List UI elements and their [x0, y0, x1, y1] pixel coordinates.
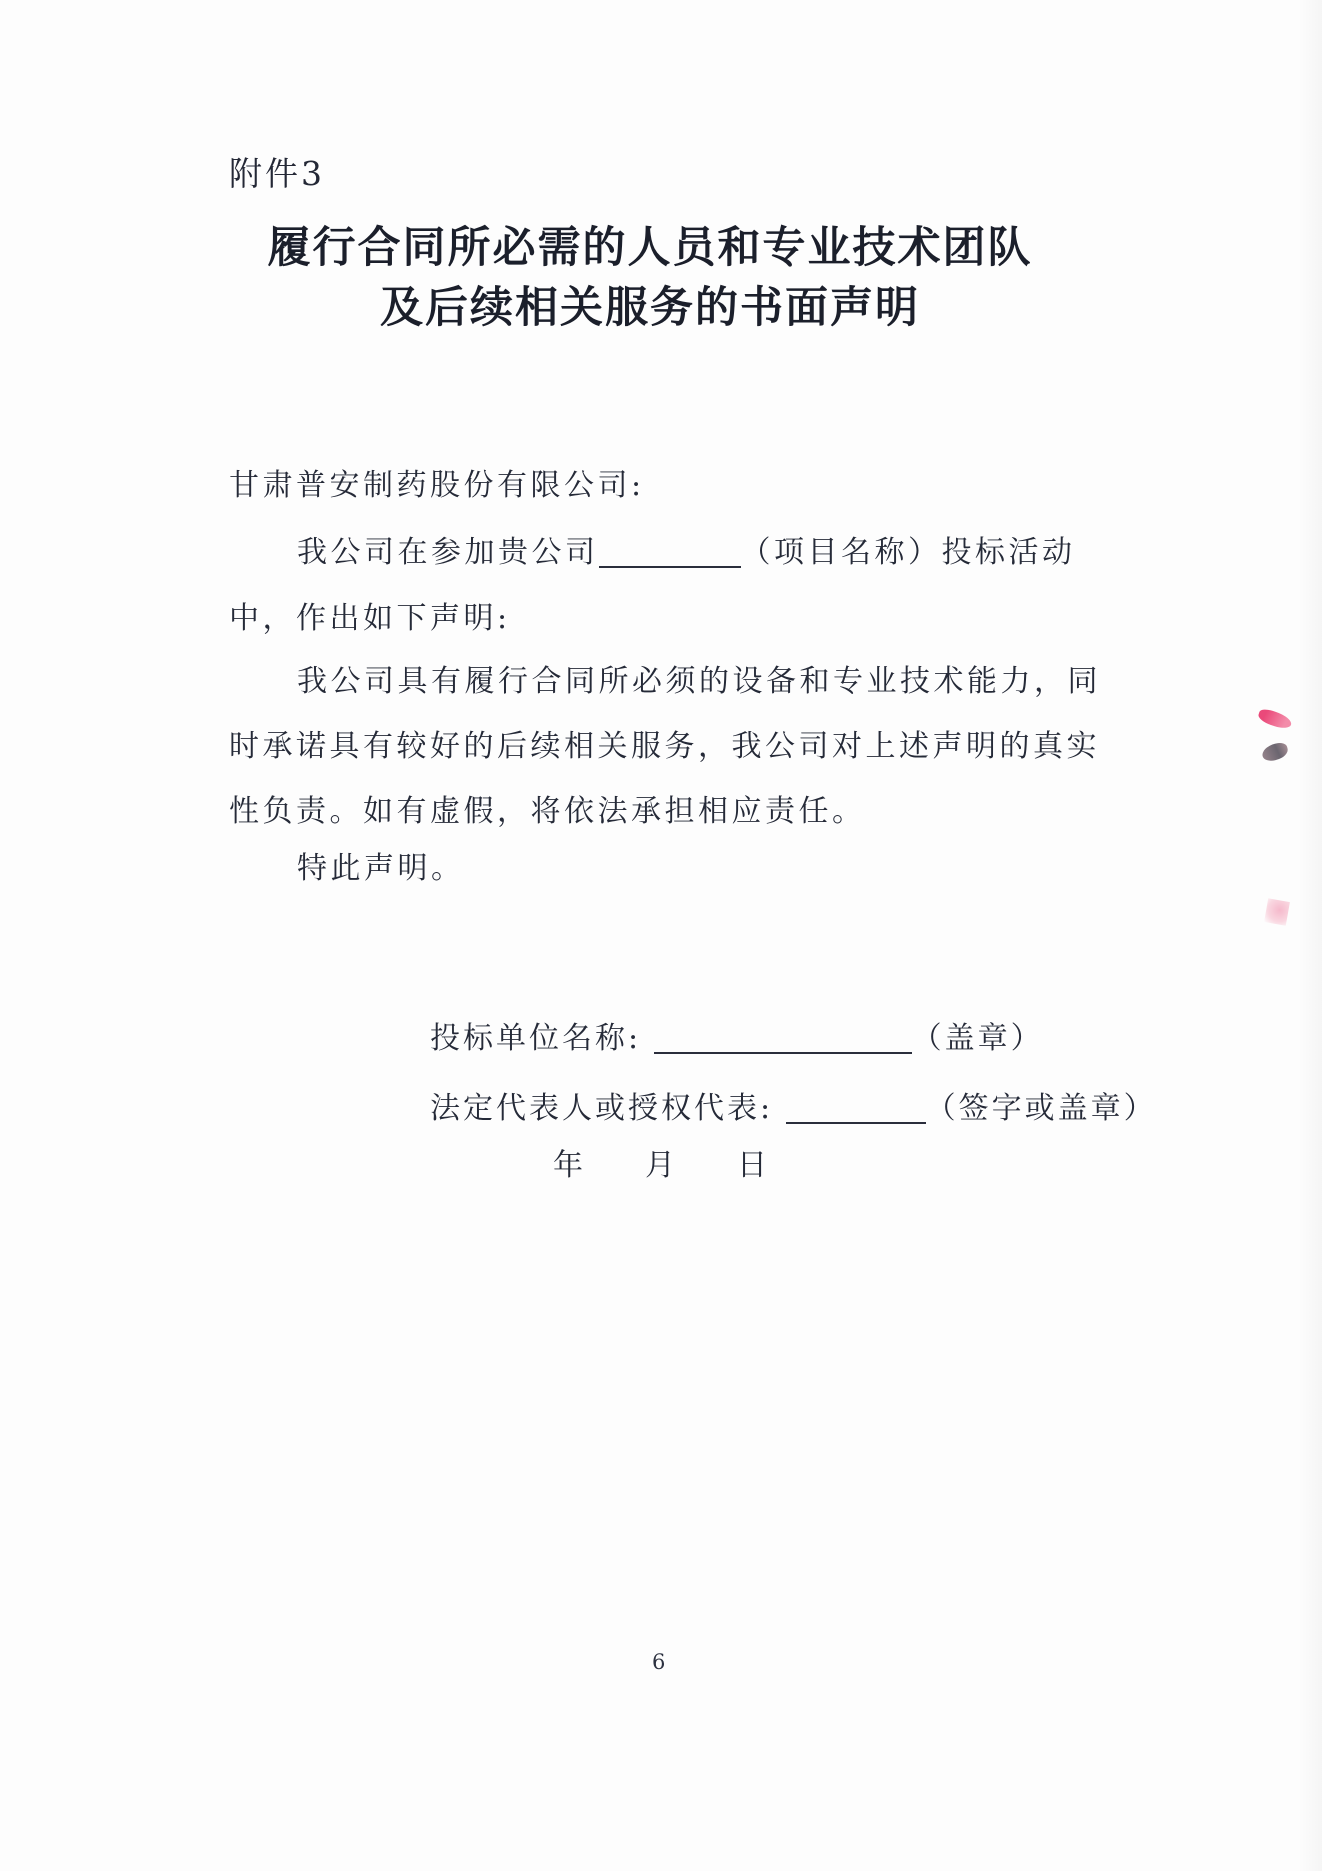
paragraph2-line3: 性负责。如有虚假，将依法承担相应责任。 — [229, 794, 866, 829]
closing-statement: 特此声明。 — [297, 851, 465, 886]
representative-blank — [786, 1088, 926, 1124]
date-line — [553, 1140, 767, 1184]
paragraph1-line1 — [297, 527, 1076, 571]
paragraph2-line1: 我公司具有履行合同所必须的设备和专业技术能力，同 — [297, 664, 1101, 699]
paragraph1-text-after-blank: （项目名称）投标活动 — [740, 535, 1076, 570]
representative-label: 法定代表人或授权代表: — [430, 1091, 774, 1126]
attachment-label: 附件3 — [229, 154, 325, 193]
project-name-blank — [599, 532, 741, 568]
red-ink-smudge-top — [1257, 707, 1294, 731]
paragraph1-text-before-blank: 我公司在参加贵公司 — [297, 535, 599, 570]
salutation-line: 甘肃普安制药股份有限公司: — [229, 468, 645, 503]
document-title-line2: 及后续相关服务的书面声明 — [380, 283, 920, 333]
dark-ink-smudge — [1260, 741, 1289, 763]
date-day-label: 日 — [737, 1148, 767, 1183]
bidder-name-blank — [654, 1018, 912, 1054]
bidder-seal-note: （盖章） — [911, 1021, 1044, 1056]
document-title-line1: 履行合同所必需的人员和专业技术团队 — [267, 223, 1033, 273]
representative-line — [430, 1083, 1157, 1127]
paragraph1-line2: 中，作出如下声明: — [229, 601, 511, 636]
paragraph2-line2: 时承诺具有较好的后续相关服务，我公司对上述声明的真实 — [229, 729, 1100, 764]
bidder-name-label: 投标单位名称: — [430, 1021, 642, 1056]
representative-seal-note: （签字或盖章） — [925, 1091, 1157, 1126]
date-month-label: 月 — [645, 1148, 675, 1183]
red-ink-smudge-bottom — [1264, 898, 1290, 925]
document-title — [140, 218, 1160, 338]
page-number: 6 — [652, 1650, 666, 1674]
date-year-label: 年 — [553, 1148, 583, 1183]
bidder-name-line — [430, 1013, 1044, 1057]
